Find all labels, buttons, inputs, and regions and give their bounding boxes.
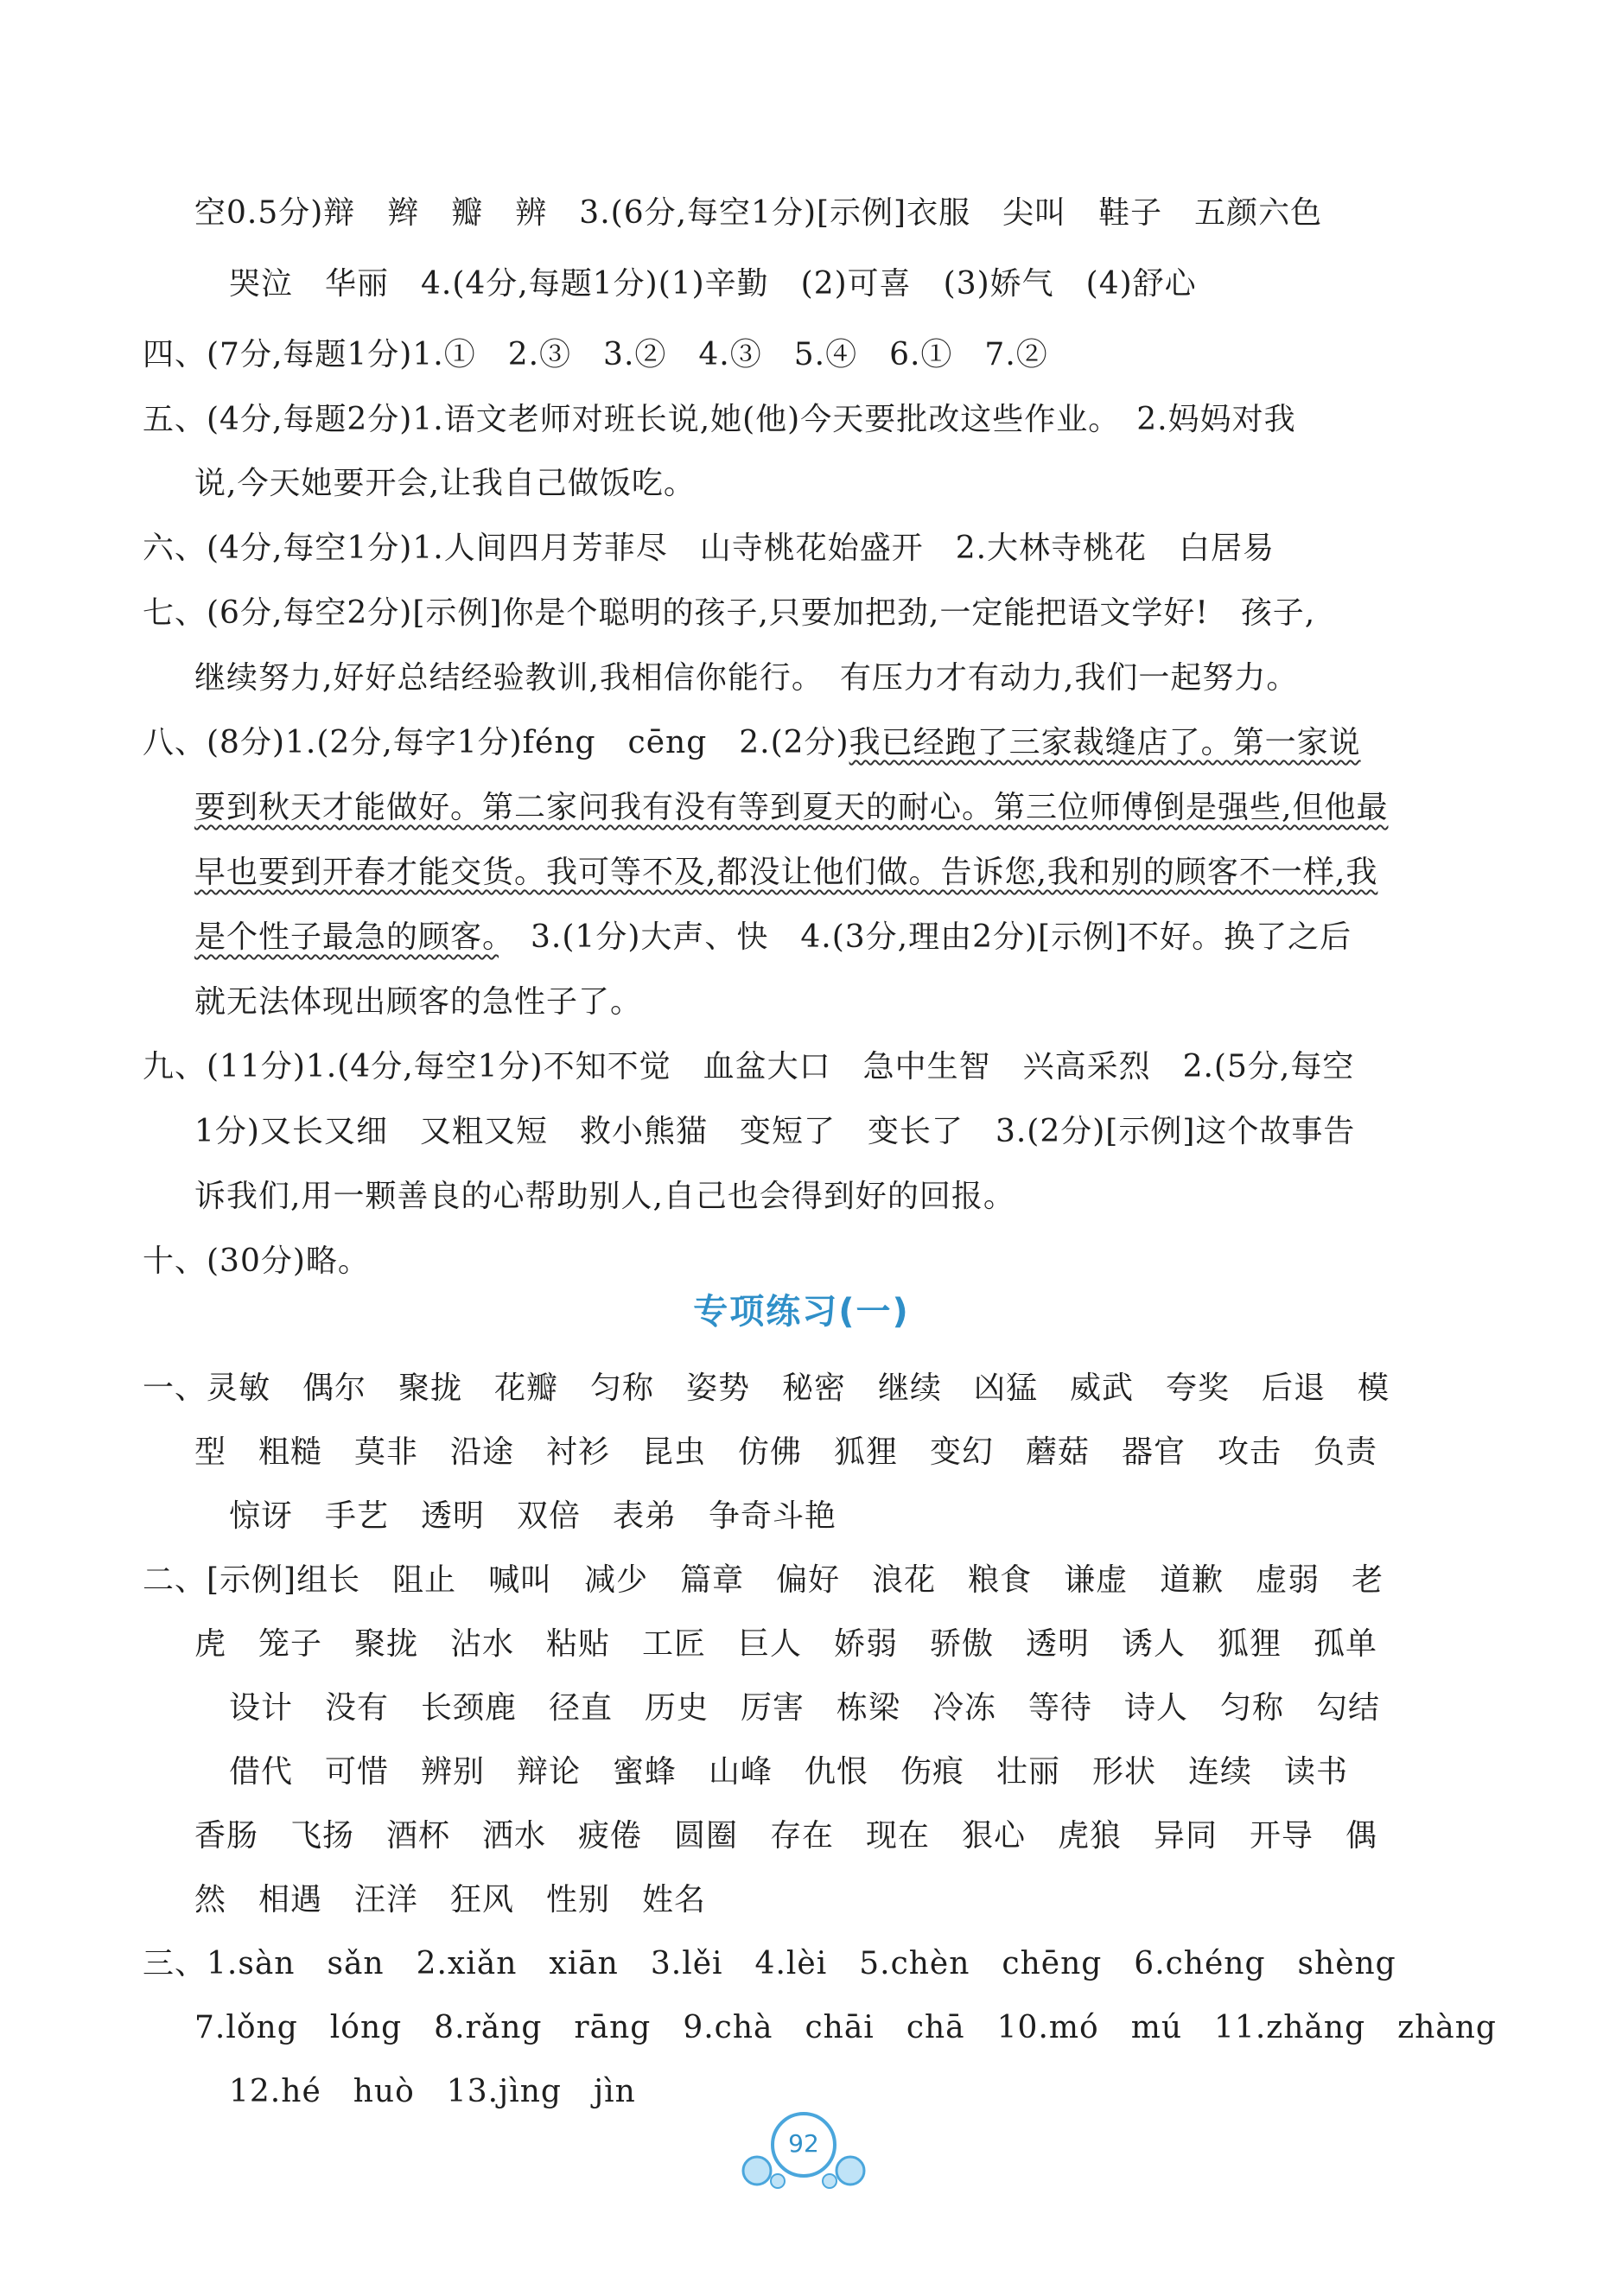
answer-line: 三、1.sàn sǎn 2.xiǎn xiān 3.lěi 4.lèi 5.chèn chēng 6.chéng shèng [143, 1946, 1396, 1981]
answer-line: 七、(6分,每空2分)[示例]你是个聪明的孩子,只要加把劲,一定能把语文学好! 孩子, [143, 595, 1316, 631]
answer-line: 九、(11分)1.(4分,每空1分)不知不觉 血盆大口 急中生智 兴高采烈 2.(5分,每空 [143, 1049, 1355, 1084]
page-number: 92 [788, 2129, 819, 2158]
answer-line: 哭泣 华丽 4.(4分,每题1分)(1)辛勤 (2)可喜 (3)娇气 (4)舒心 [229, 266, 1197, 302]
answer-line: 继续努力,好好总结经验教训,我相信你能行。 有压力才有动力,我们一起努力。 [194, 660, 1299, 696]
answer-line: 二、[示例]组长 阻止 喊叫 减少 篇章 偏好 浪花 粮食 谦虚 道歉 虚弱 老 [143, 1562, 1384, 1598]
underlined-passage: 要到秋天才能做好。第二家问我有没有等到夏天的耐心。第三位师傅倒是强些,但他最 [194, 790, 1389, 825]
answer-line: 十、(30分)略。 [143, 1243, 370, 1279]
answer-line: 设计 没有 长颈鹿 径直 历史 厉害 栋梁 冷冻 等待 诗人 匀称 勾结 [229, 1690, 1381, 1726]
answer-line: 12.hé huò 13.jìng jìn [229, 2074, 636, 2109]
line-text: 3.(1分)大声、快 4.(3分,理由2分)[示例]不好。换了之后 [499, 919, 1352, 955]
answer-line: 惊讶 手艺 透明 双倍 表弟 争奇斗艳 [229, 1498, 837, 1534]
answer-line: 虎 笼子 聚拢 沾水 粘贴 工匠 巨人 娇弱 骄傲 透明 诱人 狐狸 孤单 [194, 1626, 1378, 1662]
underlined-passage: 早也要到开春才能交货。我可等不及,都没让他们做。告诉您,我和别的顾客不一样,我 [194, 855, 1378, 890]
answer-line: 然 相遇 汪洋 狂风 性别 姓名 [194, 1882, 707, 1918]
answer-line: 诉我们,用一颗善良的心帮助别人,自己也会得到好的回报。 [194, 1179, 1015, 1214]
line-text: 八、(8分)1.(2分,每字1分)féng cēng 2.(2分) [143, 725, 849, 760]
page-number-badge [717, 2105, 890, 2200]
answer-line: 型 粗糙 莫非 沿途 衬衫 昆虫 仿佛 狐狸 变幻 蘑菇 器官 攻击 负责 [194, 1434, 1378, 1470]
answer-line: 借代 可惜 辨别 辩论 蜜蜂 山峰 仇恨 伤痕 壮丽 形状 连续 读书 [229, 1754, 1349, 1790]
answer-line [194, 916, 1352, 959]
answer-line: 就无法体现出顾客的急性子了。 [194, 984, 643, 1020]
underlined-passage: 我已经跑了三家裁缝店了。第一家说 [849, 725, 1361, 760]
answer-line: 四、(7分,每题1分)1.① 2.③ 3.② 4.③ 5.④ 6.① 7.② [143, 337, 1048, 372]
answer-line: 说,今天她要开会,让我自己做饭吃。 [194, 466, 696, 501]
answer-line: 香肠 飞扬 酒杯 洒水 疲倦 圆圈 存在 现在 狠心 虎狼 异同 开导 偶 [194, 1818, 1378, 1854]
answer-line: 7.lǒng lóng 8.rǎng rāng 9.chà chāi chā 10.mó mú 11.zhǎng zhàng [194, 2010, 1497, 2045]
answer-line: 一、灵敏 偶尔 聚拢 花瓣 匀称 姿势 秘密 继续 凶猛 威武 夸奖 后退 模 [143, 1371, 1390, 1406]
underlined-passage: 是个性子最急的顾客。 [194, 919, 499, 955]
answer-line: 六、(4分,每空1分)1.人间四月芳菲尽 山寺桃花始盛开 2.大林寺桃花 白居易 [143, 531, 1275, 566]
section-heading: 专项练习(一) [693, 1292, 910, 1332]
answer-line: 1分)又长又细 又粗又短 救小熊猫 变短了 变长了 3.(2分)[示例]这个故事告 [194, 1114, 1356, 1149]
answer-line: 空0.5分)辩 辫 瓣 辨 3.(6分,每空1分)[示例]衣服 尖叫 鞋子 五颜六色 [194, 195, 1323, 231]
answer-line [143, 722, 1361, 765]
answer-line: 五、(4分,每题2分)1.语文老师对班长说,她(他)今天要批改这些作业。 2.妈妈对我 [143, 402, 1296, 437]
